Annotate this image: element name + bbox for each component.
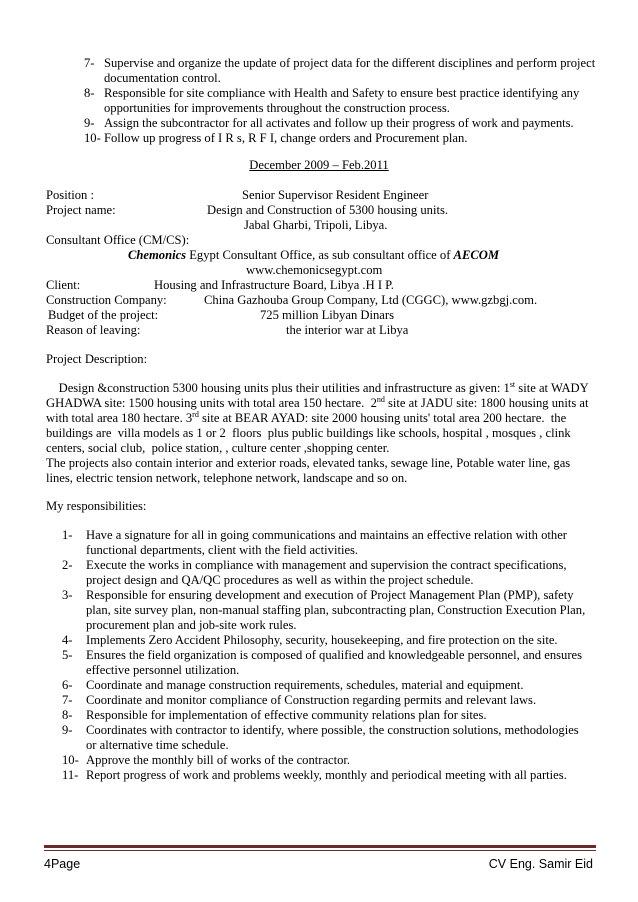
responsibilities-list [62,528,592,783]
construction-company-value: China Gazhouba Group Company, Ltd (CGGC), www.gzbgj.com. [204,293,538,307]
list-number: 8- [62,708,73,722]
desc-sup: rd [192,409,199,419]
budget-label: Budget of the project: [48,308,159,322]
period-text: December 2009 – Feb.2011 [249,158,389,172]
list-text: Responsible for site compliance with Health and Safety to ensure best practice identifying any opportunities for improvements throughout the construction process. [104,86,580,115]
desc-part: site at BEAR AYAD: site 2000 housing units' total area 200 hectare. the buildings are villa models as 1 or 2 floors plus public buildings like schools, hospital , mosques , clink centers, social club, police station, , culture center ,shopping center. [46,411,574,455]
list-item [62,648,592,678]
construction-company-label: Construction Company: [46,293,167,307]
list-number: 10- [62,753,79,767]
list-item [62,528,592,558]
list-item [62,753,592,768]
page-number: 4Page [44,857,81,871]
list-number: 8- [84,86,95,100]
consultant-mid-text: Egypt Consultant Office, as sub consultant office of [186,248,454,262]
list-number: 1- [62,528,73,542]
list-number: 11- [62,768,79,782]
client-value: Housing and Infrastructure Board, Libya .H I P. [154,278,394,292]
list-item [62,633,592,648]
list-number: 9- [62,723,73,737]
reason-label: Reason of leaving: [46,323,141,337]
list-text: Coordinate and manage construction requirements, schedules, material and equipment. [86,678,524,692]
list-number: 6- [62,678,73,692]
list-text: Follow up progress of I R s, R F I, change orders and Procurement plan. [104,131,468,145]
desc-part: Design &construction 5300 housing units plus their utilities and infrastructure as given: 1 [46,381,510,395]
list-item [62,708,592,723]
desc-part: site at WADY GHADWA site: 1500 housing units with total area 150 hectare. 2 [46,381,592,410]
top-duties-list [84,56,604,146]
list-item [84,56,604,86]
list-text: Approve the monthly bill of works of the contractor. [86,753,351,767]
list-text: Coordinate and monitor compliance of Construction regarding permits and relevant laws. [86,693,537,707]
project-description-heading: Project Description: [46,352,148,366]
client-label: Client: [46,278,81,292]
list-text: Assign the subcontractor for all activates and follow up their progress of work and payments. [104,116,574,130]
list-item [62,558,592,588]
list-text: Report progress of work and problems weekly, monthly and periodical meeting with all parties. [86,768,567,782]
list-item [62,693,592,708]
footer-divider-thick [44,845,596,848]
document-title: CV Eng. Samir Eid [488,857,593,871]
employment-period [0,158,638,173]
list-text: Ensures the field organization is composed of qualified and knowledgeable personnel, and ensures effective personnel utilization. [86,648,583,677]
list-text: Execute the works in compliance with management and supervision the contract specifications, project design and QA/QC procedures as well as within the project schedule. [86,558,567,587]
list-item [62,678,592,693]
project-scope-paragraph: The projects also contain interior and exterior roads, elevated tanks, sewage line, Potable water line, gas lines, electric tension network, telephone network, landscape and so on. [46,456,571,485]
desc-part: site at JADU site: 1800 housing units at with total area 180 hectare. 3 [46,396,592,425]
list-item [62,588,592,633]
budget-value: 725 million Libyan Dinars [260,308,394,322]
footer-divider-thin [44,850,596,851]
list-item [84,131,604,146]
desc-sup: nd [376,394,385,404]
list-text: Have a signature for all in going communications and maintains an effective relation with other functional departments, client with the field activities. [86,528,567,557]
list-number: 2- [62,558,73,572]
consultant-partner: AECOM [453,248,500,262]
list-item [84,116,604,131]
project-name-label: Project name: [46,203,116,217]
list-text: Responsible for implementation of effective community relations plan for sites. [86,708,487,722]
list-number: 7- [84,56,95,70]
project-name-value: Design and Construction of 5300 housing units. [207,203,449,217]
list-number: 10- [84,131,101,145]
list-number: 7- [62,693,73,707]
consultant-label: Consultant Office (CM/CS): [46,233,190,247]
list-item [84,86,604,116]
consultant-office-line [128,248,499,263]
list-text: Responsible for ensuring development and execution of Project Management Plan (PMP), safety plan, site survey plan, non-manual staffing plan, subcontracting plan, Construction Execution Plan, procurement plan and job-site work rules. [86,588,586,632]
project-description-paragraph [46,381,596,456]
responsibilities-heading: My responsibilities: [46,499,147,513]
consultant-website: www.chemonicsegypt.com [246,263,383,277]
list-text: Implements Zero Accident Philosophy, security, housekeeping, and fire protection on the site. [86,633,558,647]
list-number: 3- [62,588,73,602]
list-text: Coordinates with contractor to identify, where possible, the construction solutions, methodologies or alternative time schedule. [86,723,579,752]
position-label: Position : [46,188,94,202]
list-text: Supervise and organize the update of project data for the different disciplines and perform project documentation control. [104,56,596,85]
list-number: 5- [62,648,73,662]
list-number: 9- [84,116,95,130]
project-location: Jabal Gharbi, Tripoli, Libya. [244,218,388,232]
position-value: Senior Supervisor Resident Engineer [242,188,429,202]
desc-sup: st [509,379,516,389]
list-item [62,768,592,783]
consultant-company: Chemonics [128,248,187,262]
list-number: 4- [62,633,73,647]
reason-value: the interior war at Libya [286,323,409,337]
list-item [62,723,592,753]
